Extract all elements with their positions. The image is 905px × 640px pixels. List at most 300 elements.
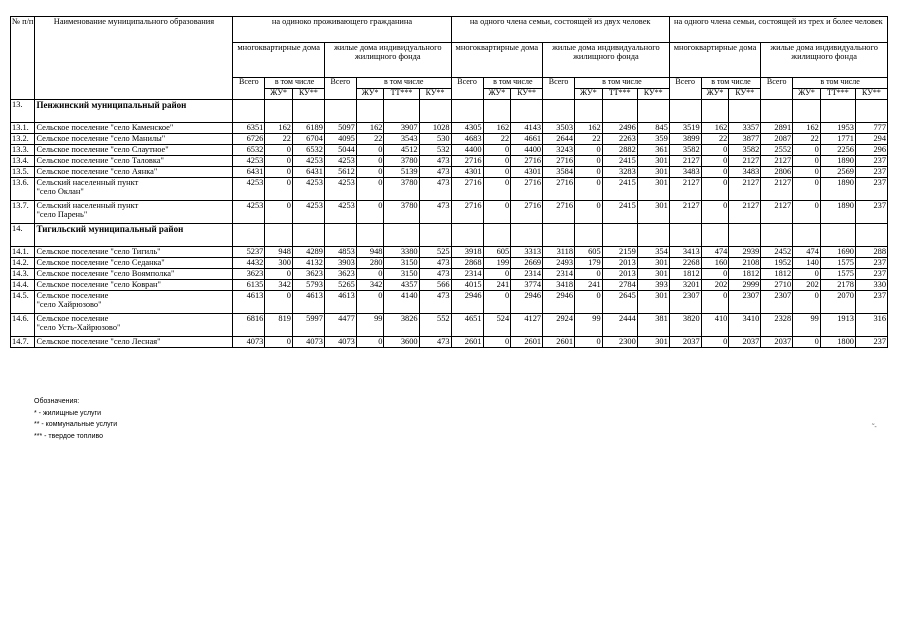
value-cell (669, 100, 701, 123)
value-cell: 4651 (451, 314, 483, 337)
value-cell: 2710 (761, 280, 793, 291)
value-cell: 22 (356, 134, 384, 145)
value-cell: 99 (356, 314, 384, 337)
municipality-name: Сельское поселение "село Воямполка" (35, 269, 233, 280)
row-number: 13.7. (11, 201, 35, 224)
municipality-name: Сельское поселение "село Седанка" (35, 258, 233, 269)
table-row (11, 123, 888, 134)
value-cell: 3903 (324, 258, 356, 269)
value-cell: 0 (701, 201, 729, 224)
value-cell: 2444 (602, 314, 637, 337)
value-cell: 1913 (820, 314, 855, 337)
value-cell (419, 224, 451, 247)
value-cell: 0 (356, 145, 384, 156)
value-cell: 4253 (233, 156, 265, 167)
value-cell: 361 (637, 145, 669, 156)
value-cell: 0 (265, 201, 293, 224)
value-cell: 2644 (543, 134, 575, 145)
value-cell: 566 (419, 280, 451, 291)
value-cell: 2946 (511, 291, 543, 314)
value-cell: 3413 (669, 247, 701, 258)
header-housing-services: ЖУ* (483, 89, 511, 100)
header-apartment-buildings: многоквартирные дома (669, 43, 761, 78)
legend-item-utilities: ** - коммунальные услуги (34, 421, 118, 428)
value-cell: 4073 (324, 337, 356, 348)
value-cell: 4305 (451, 123, 483, 134)
value-cell: 2268 (669, 258, 701, 269)
value-cell: 6351 (233, 123, 265, 134)
value-cell: 0 (575, 145, 603, 156)
value-cell: 2552 (761, 145, 793, 156)
value-cell: 0 (701, 291, 729, 314)
header-solid-fuel: ТТ*** (602, 89, 637, 100)
value-cell: 4127 (511, 314, 543, 337)
value-cell: 3907 (384, 123, 419, 134)
value-cell: 162 (483, 123, 511, 134)
value-cell: 237 (855, 269, 887, 280)
value-cell: 0 (483, 156, 511, 167)
value-cell (761, 100, 793, 123)
value-cell: 4253 (233, 201, 265, 224)
legend-item-housing: * - жилищные услуги (34, 409, 101, 417)
value-cell: 5997 (292, 314, 324, 337)
value-cell (793, 100, 821, 123)
value-cell: 2127 (761, 178, 793, 201)
value-cell: 2868 (451, 258, 483, 269)
value-cell: 3201 (669, 280, 701, 291)
value-cell: 4253 (324, 156, 356, 167)
value-cell: 819 (265, 314, 293, 337)
value-cell: 524 (483, 314, 511, 337)
value-cell: 4432 (233, 258, 265, 269)
value-cell: 301 (637, 258, 669, 269)
value-cell: 6704 (292, 134, 324, 145)
value-cell: 3600 (384, 337, 419, 348)
value-cell: 5097 (324, 123, 356, 134)
value-cell: 2999 (729, 280, 761, 291)
municipality-name: Сельское поселение "село Таловка" (35, 156, 233, 167)
value-cell: 0 (793, 291, 821, 314)
value-cell: 3543 (384, 134, 419, 145)
table-row (11, 134, 888, 145)
table-row (11, 167, 888, 178)
value-cell (511, 100, 543, 123)
value-cell: 3313 (511, 247, 543, 258)
row-number: 13.2. (11, 134, 35, 145)
value-cell: 2924 (543, 314, 575, 337)
row-number: 14.4. (11, 280, 35, 291)
value-cell: 359 (637, 134, 669, 145)
value-cell: 3410 (729, 314, 761, 337)
value-cell: 2569 (820, 167, 855, 178)
municipality-name (35, 201, 233, 224)
value-cell: 162 (575, 123, 603, 134)
value-cell: 473 (419, 201, 451, 224)
value-cell: 2108 (729, 258, 761, 269)
value-cell: 2806 (761, 167, 793, 178)
value-cell (292, 224, 324, 247)
value-cell: 202 (793, 280, 821, 291)
municipality-name: Сельское поселение "село Слаутное" (35, 145, 233, 156)
value-cell: 0 (483, 291, 511, 314)
header-total: Всего (324, 78, 356, 100)
value-cell: 0 (265, 167, 293, 178)
value-cell: 1812 (669, 269, 701, 280)
value-cell: 3380 (384, 247, 419, 258)
value-cell: 3243 (543, 145, 575, 156)
header-housing-services: ЖУ* (575, 89, 603, 100)
value-cell: 845 (637, 123, 669, 134)
value-cell: 1953 (820, 123, 855, 134)
value-cell: 2314 (543, 269, 575, 280)
value-cell: 4400 (451, 145, 483, 156)
header-solid-fuel: ТТ*** (384, 89, 419, 100)
value-cell (575, 224, 603, 247)
value-cell (575, 100, 603, 123)
value-cell: 2716 (511, 201, 543, 224)
value-cell (451, 224, 483, 247)
value-cell: 4143 (511, 123, 543, 134)
value-cell: 2307 (729, 291, 761, 314)
value-cell: 3899 (669, 134, 701, 145)
value-cell: 99 (575, 314, 603, 337)
value-cell: 6431 (233, 167, 265, 178)
value-cell: 288 (855, 247, 887, 258)
value-cell: 0 (575, 201, 603, 224)
value-cell: 1952 (761, 258, 793, 269)
value-cell (602, 100, 637, 123)
value-cell: 0 (793, 167, 821, 178)
header-total: Всего (233, 78, 265, 100)
value-cell: 2263 (602, 134, 637, 145)
value-cell: 2037 (761, 337, 793, 348)
value-cell (761, 224, 793, 247)
municipality-name-line1: Сельское поселение (36, 314, 109, 323)
value-cell: 0 (265, 337, 293, 348)
table-row (11, 247, 888, 258)
value-cell: 22 (701, 134, 729, 145)
header-single-resident: на одиноко проживающего гражданина (233, 17, 451, 43)
value-cell: 6135 (233, 280, 265, 291)
value-cell: 0 (575, 337, 603, 348)
value-cell: 3418 (543, 280, 575, 291)
value-cell: 2127 (669, 156, 701, 167)
value-cell: 2716 (543, 178, 575, 201)
value-cell: 2013 (602, 258, 637, 269)
value-cell: 393 (637, 280, 669, 291)
value-cell: 4253 (292, 178, 324, 201)
value-cell: 179 (575, 258, 603, 269)
value-cell: 0 (483, 337, 511, 348)
value-cell: 0 (575, 156, 603, 167)
value-cell: 2307 (761, 291, 793, 314)
value-cell (451, 100, 483, 123)
legend-title: Обозначения: (34, 398, 80, 405)
header-individual-houses: жилые дома индивидуального жилищного фонда (761, 43, 888, 78)
value-cell: 162 (356, 123, 384, 134)
value-cell: 294 (855, 134, 887, 145)
value-cell: 777 (855, 123, 887, 134)
value-cell: 4613 (324, 291, 356, 314)
municipality-name-line1: Сельское поселение (36, 291, 109, 300)
header-including: в том числе (265, 78, 325, 89)
value-cell: 3357 (729, 123, 761, 134)
value-cell: 0 (793, 145, 821, 156)
value-cell: 3826 (384, 314, 419, 337)
value-cell: 22 (265, 134, 293, 145)
value-cell: 3503 (543, 123, 575, 134)
value-cell: 22 (575, 134, 603, 145)
value-cell: 1575 (820, 258, 855, 269)
value-cell: 1890 (820, 178, 855, 201)
header-total: Всего (451, 78, 483, 100)
value-cell: 2127 (729, 178, 761, 201)
value-cell: 4253 (292, 156, 324, 167)
header-including: в том числе (793, 78, 888, 89)
municipality-name: Сельское поселение "село Манилы" (35, 134, 233, 145)
value-cell: 2328 (761, 314, 793, 337)
value-cell (483, 224, 511, 247)
value-cell: 342 (265, 280, 293, 291)
value-cell: 2415 (602, 156, 637, 167)
value-cell (855, 100, 887, 123)
value-cell: 237 (855, 156, 887, 167)
value-cell: 0 (701, 178, 729, 201)
table-row (11, 156, 888, 167)
value-cell: 2601 (511, 337, 543, 348)
value-cell: 4683 (451, 134, 483, 145)
value-cell: 2127 (761, 156, 793, 167)
value-cell: 3582 (669, 145, 701, 156)
value-cell: 241 (483, 280, 511, 291)
table-row (11, 201, 888, 224)
value-cell: 3877 (729, 134, 761, 145)
value-cell: 342 (356, 280, 384, 291)
value-cell: 530 (419, 134, 451, 145)
municipality-name-line2: "село Оклан" (36, 187, 84, 197)
value-cell: 202 (701, 280, 729, 291)
value-cell: 3483 (669, 167, 701, 178)
value-cell: 0 (483, 178, 511, 201)
header-including: в том числе (483, 78, 543, 89)
value-cell: 3780 (384, 201, 419, 224)
value-cell: 381 (637, 314, 669, 337)
value-cell: 6816 (233, 314, 265, 337)
value-cell: 552 (419, 314, 451, 337)
row-number: 13.1. (11, 123, 35, 134)
value-cell: 473 (419, 178, 451, 201)
value-cell: 301 (637, 156, 669, 167)
value-cell: 605 (483, 247, 511, 258)
header-three-person-family: на одного члена семьи, состоящей из трех и более человек (669, 17, 887, 43)
value-cell (543, 100, 575, 123)
value-cell: 5044 (324, 145, 356, 156)
value-cell: 2178 (820, 280, 855, 291)
municipality-name (35, 314, 233, 337)
value-cell: 2716 (451, 201, 483, 224)
value-cell: 3623 (292, 269, 324, 280)
row-number: 13.4. (11, 156, 35, 167)
municipality-name-line1: Сельский населенный пункт (36, 201, 139, 210)
value-cell: 2256 (820, 145, 855, 156)
header-solid-fuel: ТТ*** (820, 89, 855, 100)
value-cell: 241 (575, 280, 603, 291)
row-number: 13. (11, 100, 35, 123)
value-cell: 0 (701, 156, 729, 167)
value-cell: 0 (701, 269, 729, 280)
header-housing-services: ЖУ* (356, 89, 384, 100)
value-cell: 4613 (292, 291, 324, 314)
value-cell (265, 224, 293, 247)
value-cell: 3118 (543, 247, 575, 258)
municipality-name: Сельское поселение "село Каменское" (35, 123, 233, 134)
value-cell: 3584 (543, 167, 575, 178)
value-cell: 2314 (511, 269, 543, 280)
value-cell: 296 (855, 145, 887, 156)
value-cell: 0 (793, 269, 821, 280)
value-cell: 5237 (233, 247, 265, 258)
value-cell (511, 224, 543, 247)
value-cell: 2716 (451, 156, 483, 167)
value-cell: 2300 (602, 337, 637, 348)
value-cell: 3150 (384, 258, 419, 269)
header-two-person-family: на одного члена семьи, состоящей из двух человек (451, 17, 669, 43)
municipality-name: Сельское поселение "село Лесная" (35, 337, 233, 348)
value-cell: 22 (483, 134, 511, 145)
value-cell: 4253 (233, 178, 265, 201)
district-name: Пенжинский муниципальный район (35, 100, 233, 123)
row-number: 14.6. (11, 314, 35, 337)
value-cell: 162 (265, 123, 293, 134)
value-cell: 4661 (511, 134, 543, 145)
value-cell (855, 224, 887, 247)
header-utilities: КУ** (292, 89, 324, 100)
value-cell: 4095 (324, 134, 356, 145)
tariff-table (10, 16, 888, 348)
municipality-name: Сельское поселение "село Тигиль" (35, 247, 233, 258)
municipality-name (35, 291, 233, 314)
header-housing-services: ЖУ* (701, 89, 729, 100)
value-cell: 0 (483, 167, 511, 178)
value-cell: 301 (637, 167, 669, 178)
row-number: 14.3. (11, 269, 35, 280)
table-row (11, 269, 888, 280)
header-individual-houses: жилые дома индивидуального жилищного фонда (324, 43, 451, 78)
value-cell: 2716 (543, 201, 575, 224)
value-cell (419, 100, 451, 123)
value-cell: 4073 (233, 337, 265, 348)
legend (34, 396, 117, 442)
value-cell: 0 (483, 269, 511, 280)
value-cell: 605 (575, 247, 603, 258)
value-cell: 4140 (384, 291, 419, 314)
row-number: 14.1. (11, 247, 35, 258)
value-cell: 2452 (761, 247, 793, 258)
value-cell: 4015 (451, 280, 483, 291)
value-cell: 3918 (451, 247, 483, 258)
value-cell: 22 (793, 134, 821, 145)
value-cell: 2946 (451, 291, 483, 314)
value-cell: 5793 (292, 280, 324, 291)
row-number: 13.3. (11, 145, 35, 156)
value-cell: 2314 (451, 269, 483, 280)
value-cell: 0 (793, 178, 821, 201)
value-cell: 6532 (292, 145, 324, 156)
value-cell (637, 100, 669, 123)
value-cell: 3780 (384, 178, 419, 201)
row-number: 14.2. (11, 258, 35, 269)
value-cell: 3150 (384, 269, 419, 280)
value-cell: 2601 (543, 337, 575, 348)
value-cell (820, 224, 855, 247)
value-cell: 4253 (324, 178, 356, 201)
value-cell: 532 (419, 145, 451, 156)
value-cell: 4853 (324, 247, 356, 258)
value-cell: 4477 (324, 314, 356, 337)
row-number: 14. (11, 224, 35, 247)
value-cell: 4289 (292, 247, 324, 258)
value-cell: 2601 (451, 337, 483, 348)
value-cell: 237 (855, 291, 887, 314)
value-cell: 1890 (820, 156, 855, 167)
value-cell: 0 (575, 167, 603, 178)
scan-mark: ˜- (872, 424, 877, 431)
municipality-name (35, 178, 233, 201)
value-cell: 1890 (820, 201, 855, 224)
header-utilities: КУ** (637, 89, 669, 100)
value-cell (233, 100, 265, 123)
value-cell: 2784 (602, 280, 637, 291)
row-number: 13.5. (11, 167, 35, 178)
value-cell: 2669 (511, 258, 543, 269)
value-cell: 0 (265, 291, 293, 314)
value-cell: 3820 (669, 314, 701, 337)
value-cell (793, 224, 821, 247)
table-row (11, 145, 888, 156)
value-cell: 473 (419, 258, 451, 269)
value-cell: 0 (701, 167, 729, 178)
value-cell: 0 (356, 178, 384, 201)
value-cell: 3283 (602, 167, 637, 178)
value-cell: 0 (483, 201, 511, 224)
header-including: в том числе (356, 78, 451, 89)
value-cell: 410 (701, 314, 729, 337)
header-individual-houses: жилые дома индивидуального жилищного фонда (543, 43, 670, 78)
value-cell (637, 224, 669, 247)
value-cell: 2716 (511, 156, 543, 167)
header-housing-services: ЖУ* (265, 89, 293, 100)
header-utilities: КУ** (419, 89, 451, 100)
value-cell: 0 (793, 337, 821, 348)
row-number: 14.5. (11, 291, 35, 314)
value-cell: 301 (637, 178, 669, 201)
value-cell: 2882 (602, 145, 637, 156)
value-cell: 4253 (292, 201, 324, 224)
value-cell (356, 100, 384, 123)
value-cell: 4400 (511, 145, 543, 156)
value-cell: 5612 (324, 167, 356, 178)
value-cell: 0 (356, 156, 384, 167)
value-cell: 6532 (233, 145, 265, 156)
district-row (11, 224, 888, 247)
value-cell: 0 (793, 201, 821, 224)
header-housing-services: ЖУ* (793, 89, 821, 100)
value-cell (602, 224, 637, 247)
value-cell: 300 (265, 258, 293, 269)
municipality-name: Сельское поселение "село Аянка" (35, 167, 233, 178)
value-cell: 2070 (820, 291, 855, 314)
value-cell: 5139 (384, 167, 419, 178)
